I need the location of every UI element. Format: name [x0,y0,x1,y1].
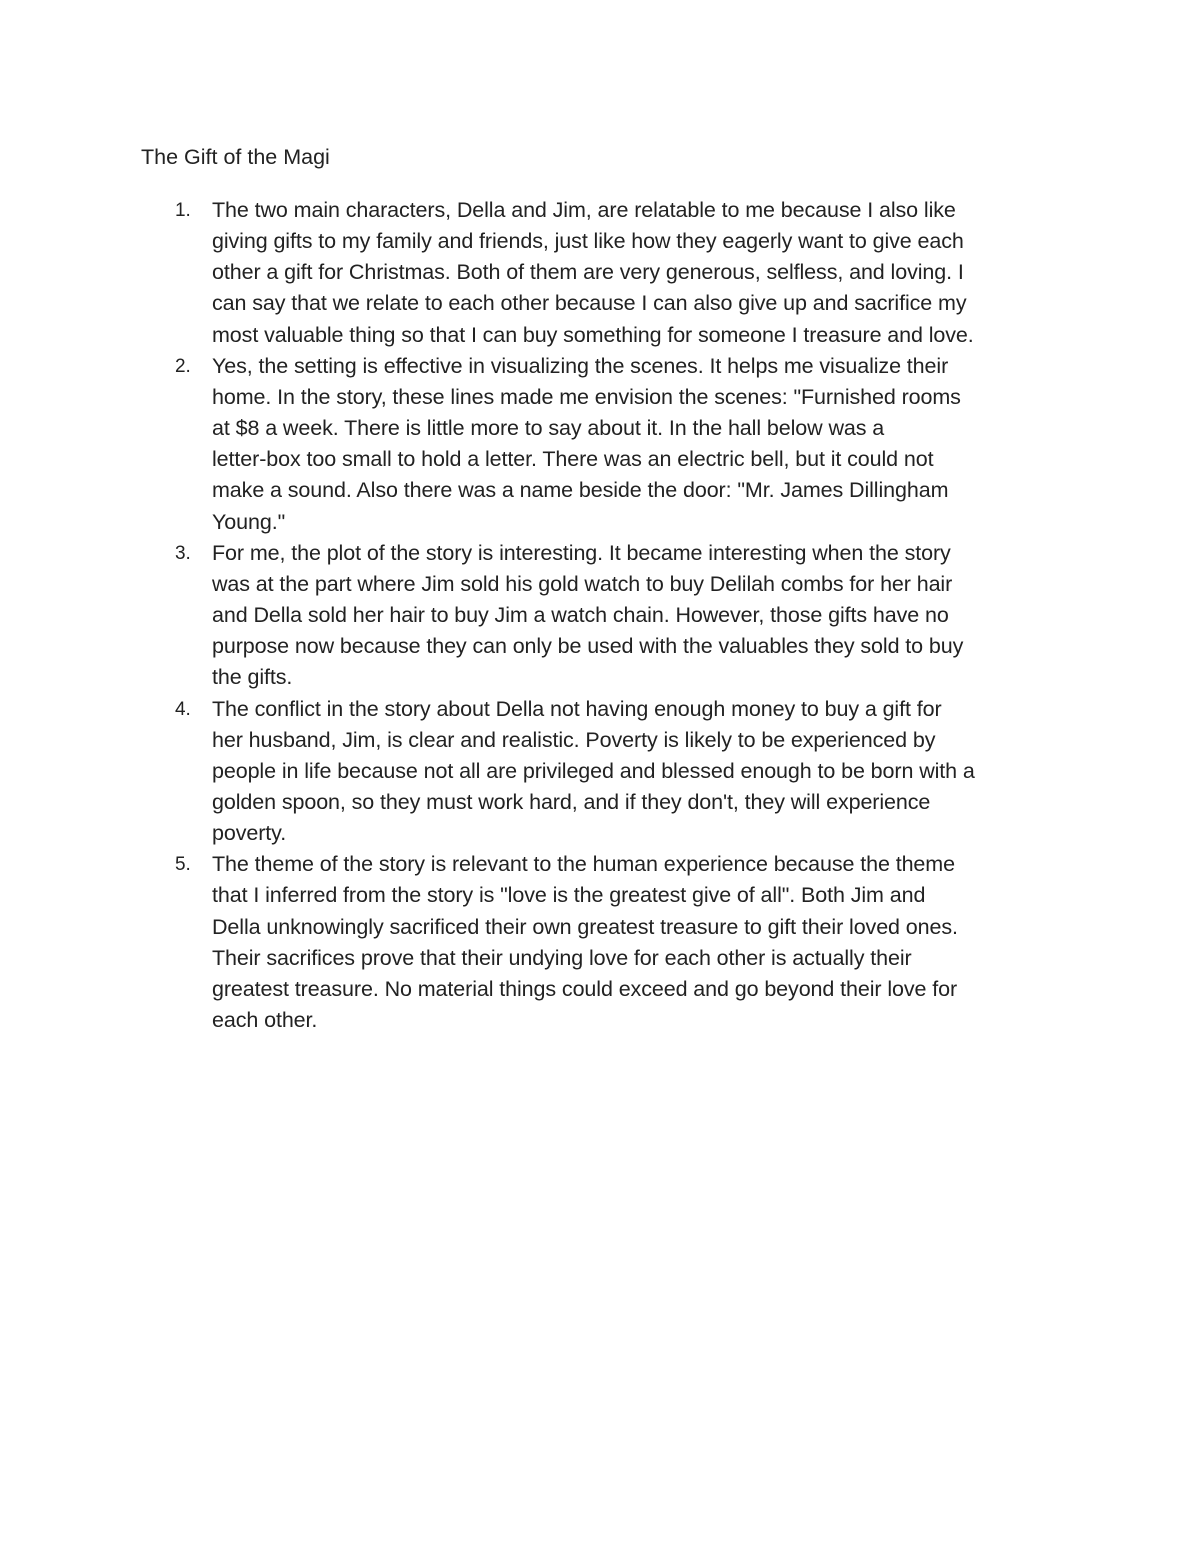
list-item-2 [141,351,1071,538]
list-item-text [212,849,1071,1036]
text-line: Their sacrifices prove that their undying love for each other is actually their [212,945,912,970]
document-title: The Gift of the Magi [141,145,330,169]
text-line: Della unknowingly sacrificed their own greatest treasure to gift their loved ones. [212,914,958,939]
text-line: giving gifts to my family and friends, just like how they eagerly want to give each [212,229,964,254]
text-line: people in life because not all are privileged and blessed enough to be born with a [212,758,975,783]
text-line: make a sound. Also there was a name beside the door: "Mr. James Dillingham [212,478,949,503]
text-line: The conflict in the story about Della not having enough money to buy a gift for [212,696,942,721]
text-line: The theme of the story is relevant to the human experience because the theme [212,852,955,877]
text-line: letter-box too small to hold a letter. There was an electric bell, but it could not [212,447,934,472]
list-item-4 [141,694,1071,850]
text-line: her husband, Jim, is clear and realistic. Poverty is likely to be experienced by [212,727,936,752]
list-item-text [212,538,1071,694]
text-line: Yes, the setting is effective in visualizing the scenes. It helps me visualize their [212,353,949,378]
list-item-1 [141,195,1071,351]
text-line: other a gift for Christmas. Both of them are very generous, selfless, and loving. I [212,260,964,285]
text-line: greatest treasure. No material things could exceed and go beyond their love for [212,976,958,1001]
text-line: at $8 a week. There is little more to say about it. In the hall below was a [212,416,885,441]
text-line: The two main characters, Della and Jim, are relatable to me because I also like [212,198,956,222]
list-item-3 [141,538,1071,694]
list-item-text [212,351,1071,538]
list-item-number: 4. [175,698,191,720]
list-item-5 [141,849,1071,1036]
text-line: poverty. [212,821,287,846]
text-line: each other. [212,1008,318,1033]
answer-list [141,195,1071,1036]
text-line: For me, the plot of the story is interesting. It became interesting when the story [212,540,951,565]
text-line: that I inferred from the story is "love is the greatest give of all". Both Jim and [212,883,926,908]
list-item-text [212,195,1071,351]
text-line: Young." [212,509,286,534]
text-line: purpose now because they can only be used with the valuables they sold to buy [212,634,964,659]
text-line: most valuable thing so that I can buy something for someone I treasure and love. [212,322,974,347]
list-item-text [212,694,1071,850]
text-line: can say that we relate to each other because I can also give up and sacrifice my [212,291,967,316]
list-item-number: 1. [175,200,191,221]
list-item-number: 2. [175,355,191,377]
text-line: home. In the story, these lines made me envision the scenes: "Furnished rooms [212,384,961,409]
list-item-number: 5. [175,854,191,876]
text-line: golden spoon, so they must work hard, and if they don't, they will experience [212,789,931,814]
list-item-number: 3. [175,542,191,564]
text-line: and Della sold her hair to buy Jim a watch chain. However, those gifts have no [212,603,949,628]
text-line: the gifts. [212,665,293,690]
text-line: was at the part where Jim sold his gold watch to buy Delilah combs for her hair [212,571,953,596]
